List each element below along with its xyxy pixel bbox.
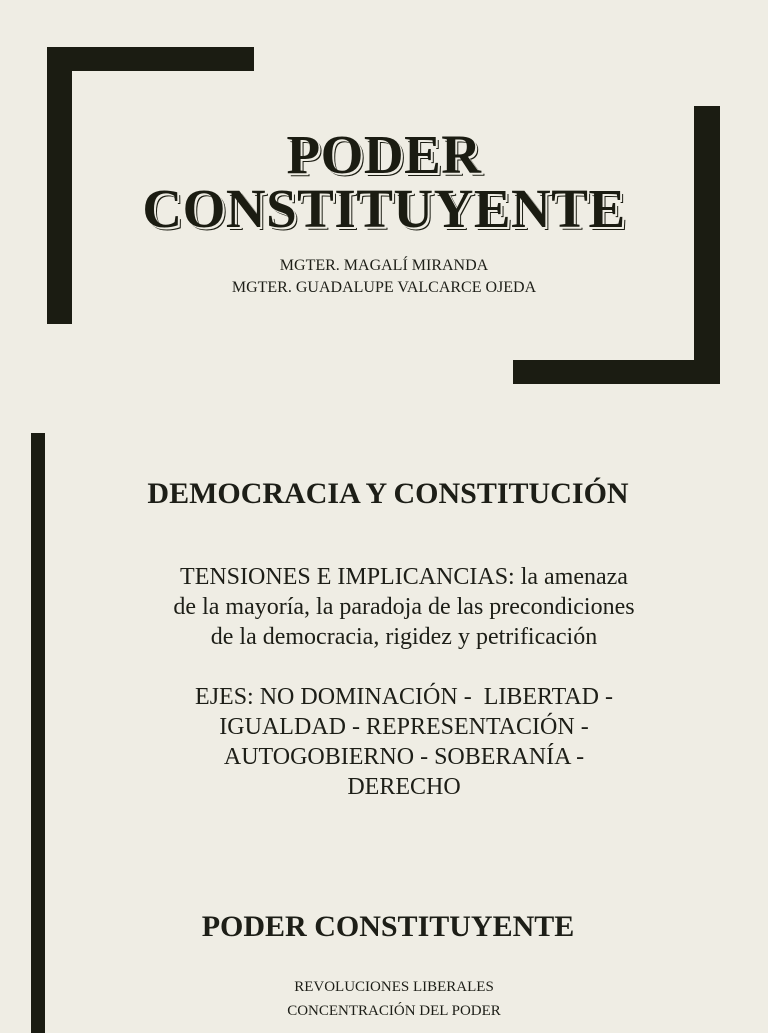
section-heading-democracia: DEMOCRACIA Y CONSTITUCIÓN: [147, 477, 629, 510]
slide-title-line-2: CONSTITUYENTE: [142, 178, 626, 239]
section-heading-poder-constituyente: PODER CONSTITUYENTE: [201, 910, 575, 943]
frame-bar-bottom-right-horizontal: [513, 360, 720, 384]
ejes-line-2: IGUALDAD - REPRESENTACIÓN -: [219, 714, 589, 740]
author-1: MGTER. MAGALÍ MIRANDA: [279, 257, 489, 274]
ejes-line-3: AUTOGOBIERNO - SOBERANÍA -: [223, 744, 585, 770]
ejes-line-1: EJES: NO DOMINACIÓN - LIBERTAD -: [195, 684, 613, 710]
frame-bar-top-left-horizontal: [47, 47, 254, 71]
ejes-line-4: DERECHO: [347, 774, 461, 800]
slide-title: [0, 124, 768, 239]
author-2: MGTER. GUADALUPE VALCARCE OJEDA: [231, 279, 537, 296]
topics-list: [0, 975, 768, 1023]
tensiones-line-2: de la mayoría, la paradoja de las precondiciones: [173, 594, 635, 620]
tensiones-line-1: TENSIONES E IMPLICANCIAS: la amenaza: [180, 564, 628, 590]
tensiones-line-3: de la democracia, rigidez y petrificación: [210, 624, 598, 650]
authors-block: [0, 255, 768, 299]
list-item: CONCENTRACIÓN DEL PODER: [287, 1003, 501, 1019]
slide-title-line-1: PODER: [286, 124, 482, 185]
ejes-paragraph: [100, 682, 708, 802]
list-item: REVOLUCIONES LIBERALES: [294, 979, 494, 995]
tensiones-paragraph: [100, 562, 708, 652]
